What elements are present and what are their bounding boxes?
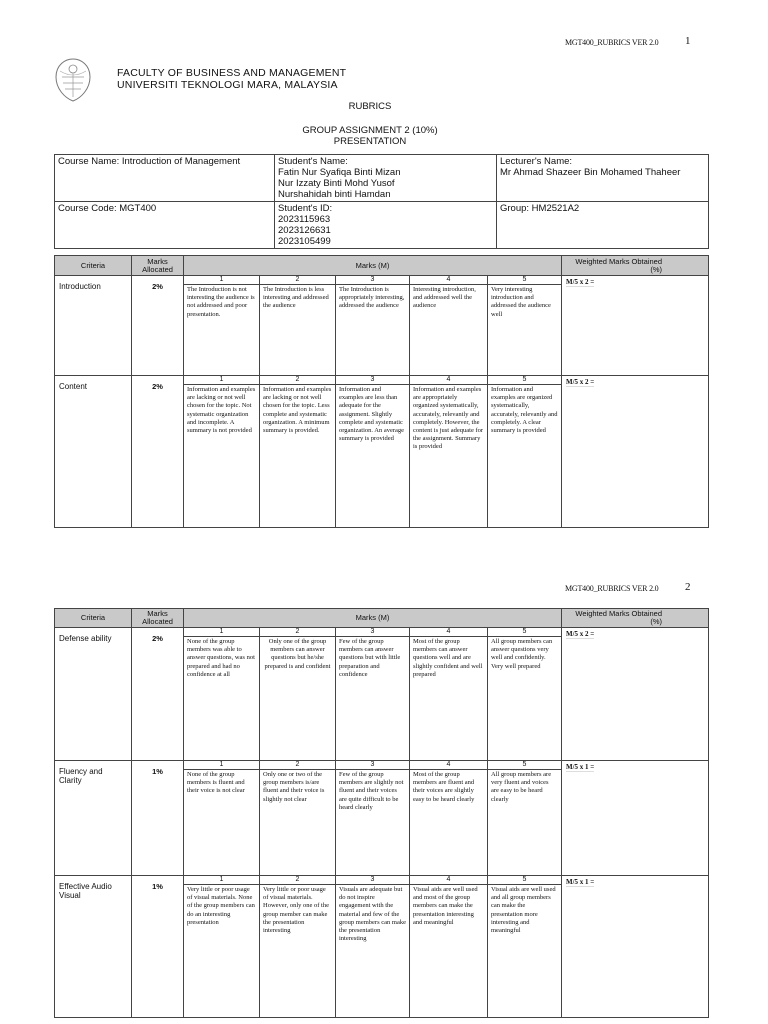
- level-5-cell: [488, 628, 562, 761]
- scale-number: 5: [488, 876, 561, 885]
- weighted-marks-cell: [562, 276, 709, 376]
- faculty-heading: [117, 67, 346, 91]
- criteria-cell: Effective Audio Visual: [55, 876, 132, 1018]
- marks-allocated-header: Marks Allocated: [132, 256, 184, 276]
- level-description: The Introduction is appropriately interesting, addressed the audience: [339, 286, 405, 310]
- level-description: Most of the group members are fluent and their voices are slightly easy to be heard clearly: [413, 771, 475, 803]
- criteria-header: Criteria: [55, 256, 132, 276]
- scale-number: 3: [336, 276, 409, 285]
- rubric-table-page1: [54, 255, 709, 528]
- marks-allocated-cell: 2%: [132, 276, 184, 376]
- course-name: Course Name: Introduction of Management: [55, 155, 275, 202]
- university-name: UNIVERSITI TEKNOLOGI MARA, MALAYSIA: [117, 79, 338, 91]
- rubric-row: [55, 761, 709, 876]
- level-4-cell: [410, 628, 488, 761]
- scale-number: 3: [336, 628, 409, 637]
- level-description: The Introduction is less interesting and addressed the audience: [263, 286, 329, 310]
- rubric-header-row: [55, 256, 709, 276]
- level-3-cell: [336, 628, 410, 761]
- scale-number: 4: [410, 876, 487, 885]
- marks-header: Marks (M): [184, 256, 562, 276]
- weighted-formula: M/5 x 2 =: [566, 378, 595, 386]
- info-table: [54, 154, 709, 249]
- scale-number: 5: [488, 628, 561, 637]
- level-2-cell: [260, 276, 336, 376]
- scale-number: 2: [260, 276, 335, 285]
- level-1-cell: [184, 876, 260, 1018]
- level-4-cell: [410, 376, 488, 528]
- student-names: Student's Name: Fatin Nur Syafiqa Binti Mizan Nur Izzaty Binti Mohd Yusof Nurshahidah binti Hamdan: [275, 155, 497, 202]
- level-1-cell: [184, 376, 260, 528]
- rubric-table-page2: [54, 608, 709, 1018]
- scale-number: 4: [410, 376, 487, 385]
- rubric-row: [55, 628, 709, 761]
- level-description: None of the group members is fluent and their voice is not clear: [187, 771, 245, 795]
- marks-header: Marks (M): [184, 609, 562, 628]
- level-description: Few of the group members are slightly not fluent and their voices are quite difficult to be heard clearly: [339, 771, 404, 811]
- marks-allocated-cell: 1%: [132, 876, 184, 1018]
- marks-allocated-header: Marks Allocated: [132, 609, 184, 628]
- version-label: MGT400_RUBRICS VER 2.0: [565, 38, 659, 47]
- rubric-row: [55, 876, 709, 1018]
- level-description: All group members are very fluent and voices are easy to be heard clearly: [491, 771, 552, 803]
- level-4-cell: [410, 276, 488, 376]
- university-logo-icon: [50, 57, 96, 103]
- level-3-cell: [336, 276, 410, 376]
- weighted-marks-cell: [562, 761, 709, 876]
- scale-number: 4: [410, 628, 487, 637]
- scale-number: 2: [260, 628, 335, 637]
- level-description: Information and examples are lacking or not well chosen for the topic. Not systematic organization and incomplete. A summary is not provided: [187, 386, 256, 435]
- level-1-cell: [184, 276, 260, 376]
- level-description: Visual aids are well used and most of the group members can make the presentation interesting and meaningful: [413, 886, 478, 926]
- faculty-name: FACULTY OF BUSINESS AND MANAGEMENT: [117, 67, 347, 79]
- weighted-marks-header: Weighted Marks Obtained (%): [562, 609, 709, 628]
- rubric-header-row-page2: [55, 609, 709, 628]
- level-2-cell: [260, 376, 336, 528]
- scale-number: 2: [260, 876, 335, 885]
- weighted-formula: M/5 x 2 =: [566, 278, 595, 286]
- assignment-title: GROUP ASSIGNMENT 2 (10%): [302, 125, 438, 136]
- weighted-formula: M/5 x 2 =: [566, 630, 595, 638]
- level-description: Few of the group members can answer questions but with little preparation and confidence: [339, 638, 401, 678]
- scale-number: 4: [410, 276, 487, 285]
- scale-number: 3: [336, 876, 409, 885]
- criteria-cell: Introduction: [55, 276, 132, 376]
- scale-number: 3: [336, 761, 409, 770]
- criteria-cell: Fluency and Clarity: [55, 761, 132, 876]
- weighted-marks-cell: [562, 628, 709, 761]
- weighted-marks-cell: [562, 876, 709, 1018]
- level-1-cell: [184, 628, 260, 761]
- rubric-row: [55, 276, 709, 376]
- weighted-formula: M/5 x 1 =: [566, 763, 595, 771]
- level-2-cell: [260, 628, 336, 761]
- scale-number: 1: [184, 276, 259, 285]
- scale-number: 1: [184, 628, 259, 637]
- scale-number: 5: [488, 276, 561, 285]
- level-description: Interesting introduction, and addressed well the audience: [413, 286, 476, 310]
- level-description: Information and examples are organized systematically, accurately, relevantly and completely. A clear summary is provided: [491, 386, 558, 435]
- level-3-cell: [336, 376, 410, 528]
- scale-number: 2: [260, 761, 335, 770]
- scale-number: 1: [184, 761, 259, 770]
- level-5-cell: [488, 376, 562, 528]
- level-description: Only one or two of the group members is/are fluent and their voice is slightly not clear: [263, 771, 325, 803]
- level-5-cell: [488, 761, 562, 876]
- weighted-marks-cell: [562, 376, 709, 528]
- weighted-formula: M/5 x 1 =: [566, 878, 595, 886]
- page-number: 1: [685, 35, 691, 47]
- level-description: Most of the group members can answer questions well and are slightly confident and well prepared: [413, 638, 483, 678]
- page-number-page2: 2: [685, 581, 691, 593]
- scale-number: 2: [260, 376, 335, 385]
- level-description: None of the group members was able to answer questions, was not prepared and had no confidence at all: [187, 638, 255, 678]
- level-description: Information and examples are less than adequate for the assignment. Slightly complete and systematic organization. An average summary is provided: [339, 386, 405, 443]
- level-description: Very little or poor usage of visual materials. None of the group members can do an interesting presentation: [187, 886, 255, 926]
- level-description: Very little or poor usage of visual materials. However, only one of the group member can make the presentation interesting: [263, 886, 329, 935]
- level-description: Visuals are adequate but do not inspire engagement with the material and few of the group members can make the presentation interesting: [339, 886, 406, 943]
- weighted-marks-header: Weighted Marks Obtained (%): [562, 256, 709, 276]
- marks-allocated-cell: 2%: [132, 376, 184, 528]
- level-5-cell: [488, 876, 562, 1018]
- criteria-header: Criteria: [55, 609, 132, 628]
- scale-number: 5: [488, 376, 561, 385]
- lecturer-name: Lecturer's Name: Mr Ahmad Shazeer Bin Mohamed Thaheer: [497, 155, 709, 202]
- level-description: Information and examples are lacking or not well chosen for the topic. Less complete and systematic organization. A minimum summary is provided.: [263, 386, 332, 435]
- scale-number: 3: [336, 376, 409, 385]
- level-2-cell: [260, 761, 336, 876]
- level-description: Very interesting introduction and addressed the audience well: [491, 286, 551, 318]
- level-description: All group members can answer questions very well and confidently. Very well prepared: [491, 638, 553, 670]
- level-4-cell: [410, 761, 488, 876]
- level-description: Information and examples are appropriately organized systematically, accurately, relevantly and completely. However, the content is just adequate for the assignment. Summary is provided: [413, 386, 484, 451]
- assignment-subtitle: PRESENTATION: [333, 136, 407, 147]
- scale-number: 5: [488, 761, 561, 770]
- level-description: Visual aids are well used and all group members can make the presentation more interesting and meaningful: [491, 886, 556, 935]
- level-1-cell: [184, 761, 260, 876]
- student-ids: Student's ID: 2023115963 2023126631 2023105499: [275, 202, 497, 249]
- rubric-row: [55, 376, 709, 528]
- doc-title: RUBRICS: [348, 101, 392, 112]
- criteria-cell: Defense ability: [55, 628, 132, 761]
- scale-number: 1: [184, 376, 259, 385]
- level-3-cell: [336, 761, 410, 876]
- group-code: Group: HM2521A2: [497, 202, 709, 249]
- marks-allocated-cell: 1%: [132, 761, 184, 876]
- level-2-cell: [260, 876, 336, 1018]
- version-label-page2: MGT400_RUBRICS VER 2.0: [565, 584, 659, 593]
- level-5-cell: [488, 276, 562, 376]
- level-4-cell: [410, 876, 488, 1018]
- level-description: The Introduction is not interesting the audience is not addressed and poor presentation.: [187, 286, 255, 318]
- course-code: Course Code: MGT400: [55, 202, 275, 249]
- scale-number: 4: [410, 761, 487, 770]
- criteria-cell: Content: [55, 376, 132, 528]
- level-description: Only one of the group members can answer questions but he/she prepared is and confident: [264, 638, 331, 670]
- scale-number: 1: [184, 876, 259, 885]
- level-3-cell: [336, 876, 410, 1018]
- marks-allocated-cell: 2%: [132, 628, 184, 761]
